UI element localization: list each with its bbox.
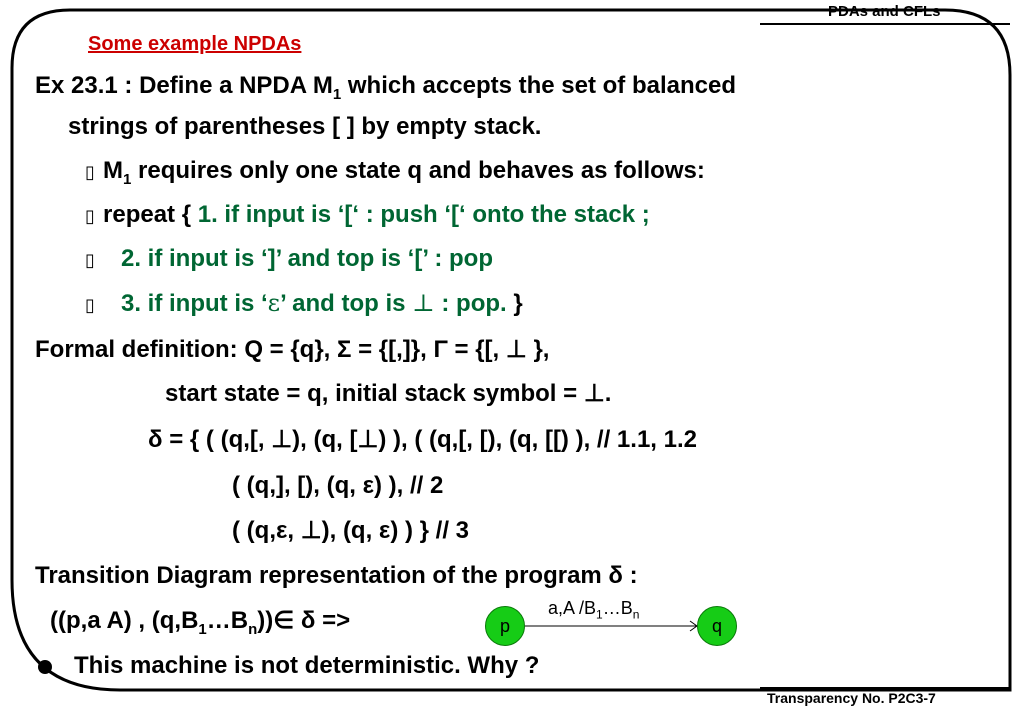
page-title: Some example NPDAs xyxy=(88,33,302,55)
state-node-p: p xyxy=(485,606,525,646)
point-2: ▯ repeat { 1. if input is ‘[‘ : push ‘[‘ onto the stack ; xyxy=(85,201,650,228)
transition-rule: ((p,a A) , $(q,B_1\dots B_n))\in$ δ => xyxy=(50,607,351,638)
example-line-1: Ex 23.1 : Define a NPDA $M_1$ which accepts the set of balanced xyxy=(35,72,736,103)
square-marker-icon: ▯ xyxy=(85,250,95,271)
square-marker-icon: ▯ xyxy=(85,206,95,227)
point-1: ▯ $M_1$ requires only one state q and behaves as follows: xyxy=(85,157,705,188)
header-title: PDAs and CFLs xyxy=(828,3,941,20)
state-node-q: q xyxy=(697,606,737,646)
footer-label: Transparency No. P2C3-7 xyxy=(767,690,936,706)
square-marker-icon: ▯ xyxy=(85,295,95,316)
square-marker-icon: ▯ xyxy=(85,162,95,183)
final-bullet: This machine is not deterministic. Why ? xyxy=(38,654,539,678)
point-3: ▯ 2. if input is ‘]’ and top is ‘[’ : pop xyxy=(85,245,493,272)
delta-line-1: δ = { ( (q,[, ⊥), (q, [⊥) ), ( (q,[, [), (q, [[) ), // 1.1, 1.2 xyxy=(148,426,697,453)
formal-start-state: start state = q, initial stack symbol = ⊥. xyxy=(165,380,612,407)
delta-line-2: ( (q,], [), (q, ε) ), // 2 xyxy=(232,472,444,499)
formal-definition: Formal definition: Q = {q}, Σ = {[,]}, Γ = {[, ⊥ }, xyxy=(35,336,550,363)
example-line-2: strings of parentheses [ ] by empty stack. xyxy=(68,113,542,140)
transition-heading: Transition Diagram representation of the program δ : xyxy=(35,562,638,589)
delta-line-3: ( (q,ε, ⊥), (q, ε) ) } // 3 xyxy=(232,517,469,544)
edge-label: a,A $/B_1\dots B_n$ xyxy=(548,598,640,622)
bullet-dot-icon xyxy=(38,660,52,674)
point-4: ▯ 3. if input is ‘ε’ and top is ⊥ : pop. } xyxy=(85,289,523,317)
